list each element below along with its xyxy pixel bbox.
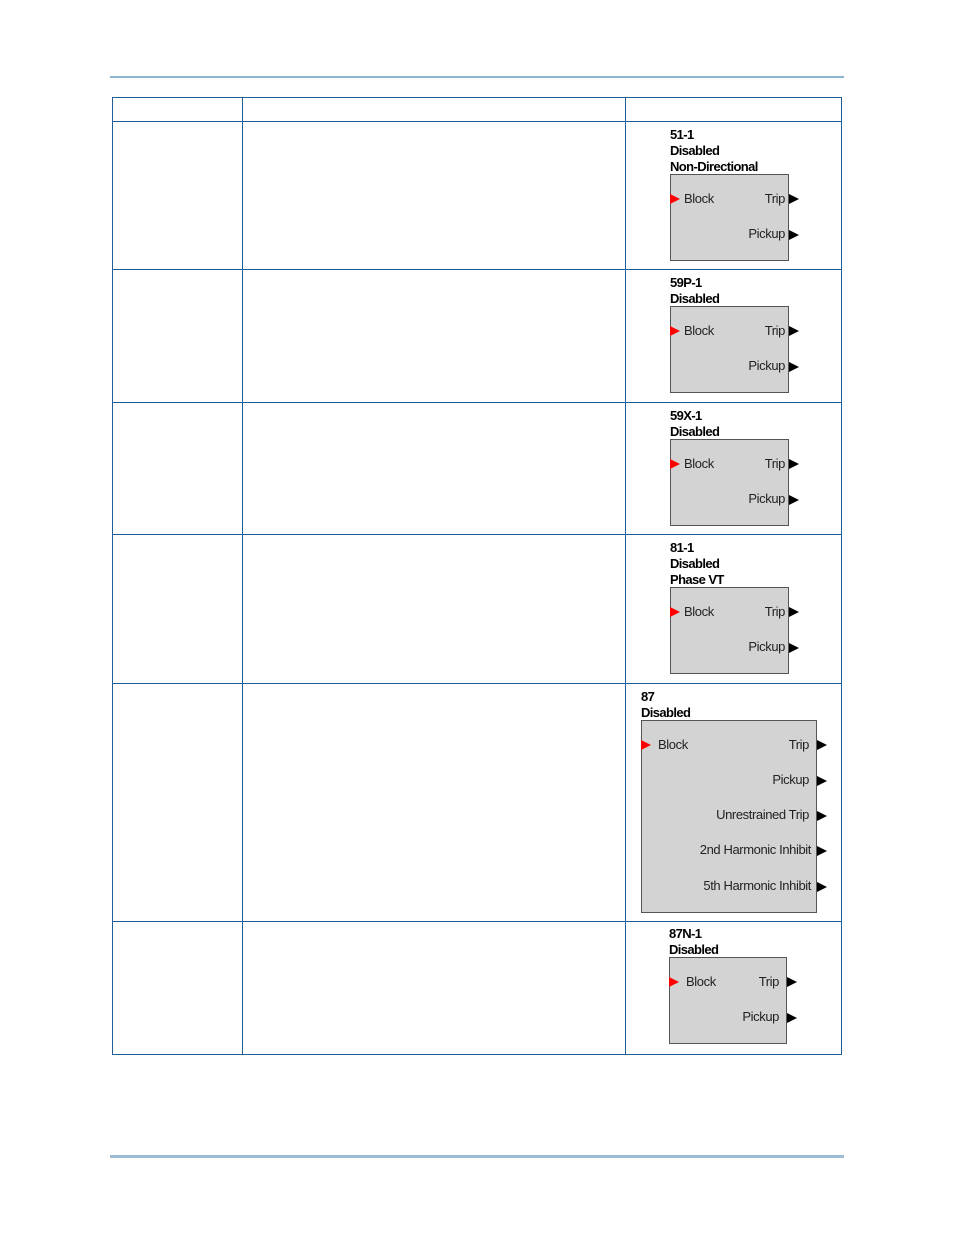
table-row-divider: [112, 921, 842, 922]
block-output-label: 2nd Harmonic Inhibit: [699, 842, 811, 857]
block-body: [670, 306, 789, 393]
block-input-label: Block: [684, 323, 714, 338]
block-output-label: 5th Harmonic Inhibit: [703, 878, 811, 893]
block-name: 81-1: [670, 540, 694, 555]
block-output-arrow-icon: [789, 194, 799, 204]
block-titles: [670, 540, 724, 588]
block-output-arrow-icon: [817, 776, 827, 786]
block-output-arrow-icon: [787, 977, 797, 987]
block-output-arrow-icon: [789, 607, 799, 617]
block-name: 51-1: [670, 127, 694, 142]
block-name: 87N-1: [669, 926, 702, 941]
block-output-label: Trip: [764, 191, 785, 206]
table-row-divider: [112, 534, 842, 535]
block-mode: Disabled: [641, 705, 691, 720]
block-mode: Disabled: [670, 556, 720, 571]
block-body: [669, 957, 787, 1044]
block-input-arrow-icon: [670, 459, 680, 469]
block-setting: Non-Directional: [670, 159, 758, 174]
block-output-label: Trip: [764, 456, 785, 471]
block-output-label: Pickup: [748, 491, 785, 506]
block-output-label: Pickup: [748, 226, 785, 241]
block-output-arrow-icon: [817, 846, 827, 856]
block-output-label: Trip: [758, 974, 779, 989]
block-name: 59P-1: [670, 275, 702, 290]
block-titles: [669, 926, 718, 958]
block-titles: [670, 127, 758, 175]
block-input-label: Block: [684, 456, 714, 471]
block-output-label: Pickup: [748, 639, 785, 654]
block-body: [670, 587, 789, 674]
block-output-arrow-icon: [787, 1013, 797, 1023]
table-border-bottom: [112, 1054, 842, 1055]
block-output-arrow-icon: [817, 882, 827, 892]
table-row-divider: [112, 683, 842, 684]
block-output-arrow-icon: [789, 643, 799, 653]
block-input-arrow-icon: [669, 977, 679, 987]
block-output-label: Trip: [764, 604, 785, 619]
block-output-label: Trip: [788, 737, 809, 752]
block-body: [670, 174, 789, 261]
block-mode: Disabled: [670, 424, 720, 439]
block-name: 87: [641, 689, 655, 704]
block-output-arrow-icon: [789, 459, 799, 469]
block-titles: [670, 408, 719, 440]
block-output-arrow-icon: [817, 811, 827, 821]
block-output-label: Pickup: [748, 358, 785, 373]
table-border-left: [112, 97, 113, 1055]
block-mode: Disabled: [669, 942, 719, 957]
block-input-label: Block: [684, 191, 714, 206]
block-body: [670, 439, 789, 526]
block-titles: [641, 689, 690, 721]
block-output-label: Pickup: [772, 772, 809, 787]
block-output-arrow-icon: [789, 495, 799, 505]
table-border-top: [112, 97, 842, 98]
block-input-arrow-icon: [670, 326, 680, 336]
block-titles: [670, 275, 719, 307]
block-output-arrow-icon: [789, 230, 799, 240]
block-output-arrow-icon: [789, 362, 799, 372]
block-mode: Disabled: [670, 143, 720, 158]
header-rule: [110, 76, 844, 78]
block-name: 59X-1: [670, 408, 702, 423]
block-output-arrow-icon: [789, 326, 799, 336]
block-output-label: Trip: [764, 323, 785, 338]
block-input-label: Block: [686, 974, 716, 989]
block-input-arrow-icon: [670, 194, 680, 204]
table-row-divider: [112, 402, 842, 403]
block-output-label: Pickup: [742, 1009, 779, 1024]
table-column-divider: [625, 97, 626, 1055]
block-output-label: Unrestrained Trip: [716, 807, 809, 822]
block-mode: Disabled: [670, 291, 720, 306]
block-input-arrow-icon: [641, 740, 651, 750]
table-column-divider: [242, 97, 243, 1055]
block-input-arrow-icon: [670, 607, 680, 617]
block-output-arrow-icon: [817, 740, 827, 750]
block-input-label: Block: [684, 604, 714, 619]
table-border-right: [841, 97, 842, 1055]
block-setting: Phase VT: [670, 572, 724, 587]
table-row-divider: [112, 269, 842, 270]
footer-rule: [110, 1155, 844, 1158]
table-header-divider: [112, 121, 842, 122]
block-input-label: Block: [658, 737, 688, 752]
